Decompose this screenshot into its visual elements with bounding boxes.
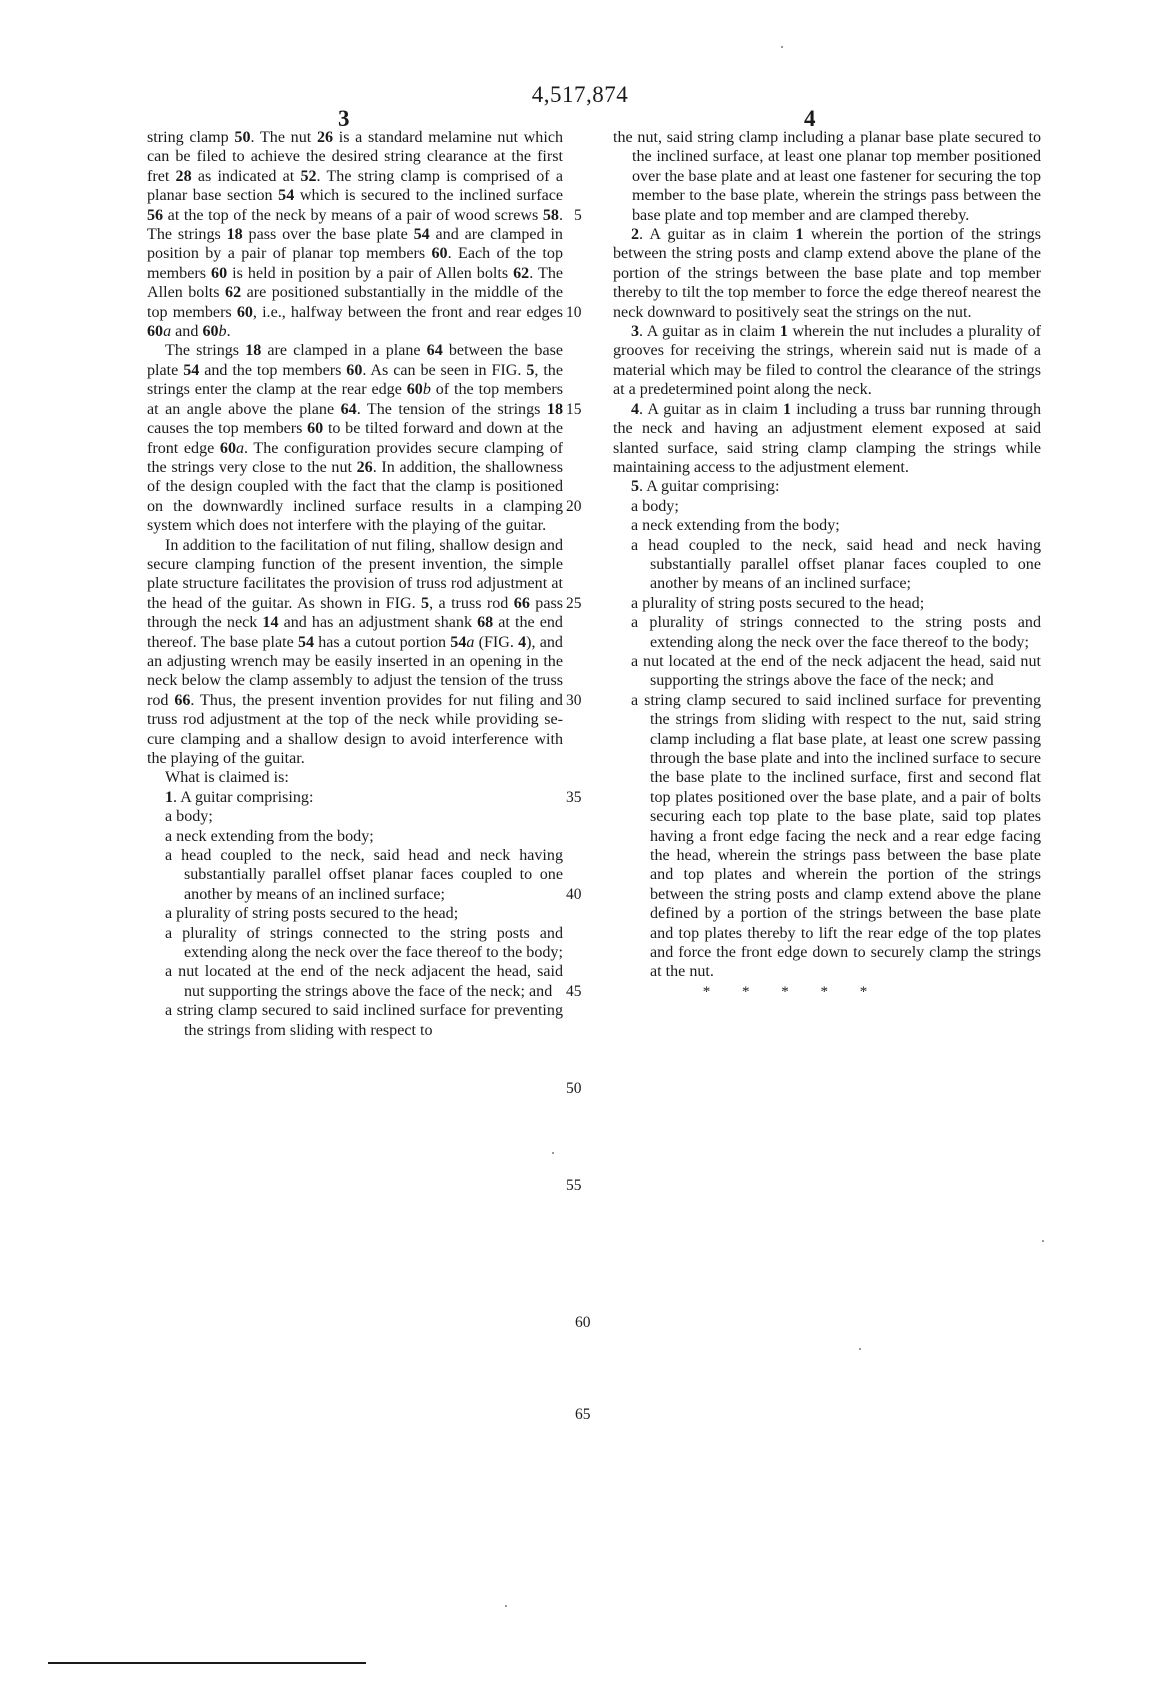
line-number: 10	[566, 303, 582, 321]
left-column-paragraph: In addition to the facilitation of nut filing, shallow design and secure clamping function of the present invention, the simple plate structure facilitates the provision of truss rod adjustment at the head of the guitar. As shown in FIG. 5, a truss rod 66 pass through the neck 14 and has an adjustment shank 68 at the end thereof. The base plate 54 has a cutout portion 54a (FIG. 4), and an adjusting wrench may be easily inserted in an opening in the neck below the clamp assembly to adjust the tension of the truss rod 66. Thus, the present invention provides for nut filing and truss rod adjustment at the top of the neck while providing secure clamping and a shallow design to avoid interference with the playing of the guitar.	[147, 536, 563, 767]
right-column-paragraph: a string clamp secured to said inclined surface for preventing the strings from sliding with respect to the nut, said string clamp including a flat base plate, at least one screw passing through the base plate and into the inclined surface to secure the base plate to the inclined surface, first and second flat top plates positioned over the base plate, and a pair of bolts securing each top plate to the base plate, said top plates having a front edge facing the neck and a rear edge facing the head, wherein the strings pass between the base plate and top plates and wherein the portion of the strings between the string posts and clamp extend above the plane defined by a portion of the strings between the base plate and top plates thereby to lift the rear edge of the top plates and force the front edge down to securely clamp the strings at the nut.	[631, 691, 1041, 981]
line-number: 25	[566, 594, 582, 612]
left-column-paragraph: 1. A guitar comprising:	[165, 788, 314, 806]
line-number: 60	[575, 1314, 591, 1331]
left-column-paragraph: a string clamp secured to said inclined surface for preventing the strings from sliding with respect to	[165, 1002, 563, 1039]
right-column-paragraph: a neck extending from the body;	[631, 517, 840, 535]
right-column-paragraph: 5. A guitar comprising:	[631, 478, 780, 496]
line-number: 50	[566, 1079, 582, 1097]
left-column-paragraph: The strings 18 are clamped in a plane 64 between the base plate 54 and the top members 60. As can be seen in FIG. 5, the strings enter the clamp at the rear edge 60b of the top members at an angle above the plane 64. The tension of the strings 18 causes the top members 60 to be tilted forward and down at the front edge 60a. The configuration provides secure clamping of the strings very close to the nut 26. In addition, the shallowness of the design coupled with the fact that the clamp is positioned on the downwardly inclined surface results in a clamping system which does not interfere with the playing of the guitar.	[147, 342, 564, 535]
right-column-paragraph: * * * * *	[702, 983, 882, 1000]
right-column-number: 4	[804, 106, 816, 131]
left-column-paragraph: a body;	[165, 808, 213, 826]
line-number: 35	[566, 788, 582, 806]
line-number: 5	[574, 206, 582, 224]
right-column-paragraph: the nut, said string clamp including a planar base plate secured to the inclined surface, at least one planar top member positioned over the base plate and at least one fastener for securing the top member to the base plate, wherein the strings pass between the base plate and top member and are clamped thereby.	[613, 129, 1041, 224]
left-column-paragraph: a plurality of strings connected to the string posts and extending along the neck over the face thereof to the body;	[165, 924, 563, 962]
line-number: 45	[566, 982, 582, 1000]
line-number: 15	[566, 400, 582, 418]
scan-speck	[859, 1348, 861, 1350]
footer-rule	[48, 1662, 366, 1664]
right-text-column	[613, 128, 1041, 1002]
scan-speck	[1042, 1240, 1044, 1242]
left-column-paragraph: a nut located at the end of the neck adjacent the head, said nut supporting the strings above the face of the neck; and	[165, 963, 563, 1000]
right-column-paragraph: 2. A guitar as in claim 1 wherein the portion of the strings between the string posts and clamp extend above the plane of the portion of the strings between the base plate and top member thereby to tilt the top member to force the edge thereof nearest the neck downward to positively seat the strings on the nut.	[613, 226, 1041, 321]
scan-speck	[781, 46, 783, 48]
right-column-paragraph: 4. A guitar as in claim 1 including a truss bar running through the neck and having an adjustment element exposed at said slanted surface, said string clamp clamping the strings while maintaining access to the adjustment element.	[613, 400, 1041, 476]
line-number: 65	[575, 1406, 591, 1423]
left-column-paragraph: a neck extending from the body;	[165, 827, 374, 845]
left-column-number: 3	[338, 106, 350, 131]
scan-speck	[552, 1152, 554, 1154]
patent-number: 4,517,874	[531, 82, 629, 107]
right-column-paragraph: a plurality of string posts secured to the head;	[631, 594, 925, 612]
right-column-paragraph: 3. A guitar as in claim 1 wherein the nut includes a plurality of grooves for receiving the strings, wherein said nut is made of a material which may be filed to control the clearance of the strings at a predetermined point along the neck.	[613, 323, 1041, 399]
left-column-paragraph: a plurality of string posts secured to the head;	[165, 905, 459, 923]
scan-speck	[505, 1605, 507, 1607]
left-column-paragraph: What is claimed is:	[165, 769, 289, 787]
left-column-paragraph: string clamp 50. The nut 26 is a standard melamine nut which can be filed to achieve the desired string clearance at the first fret 28 as indicated at 52. The string clamp is comprised of a planar base section 54 which is secured to the inclined surface 56 at the top of the neck by means of a pair of wood screws 58. The strings 18 pass over the base plate 54 and are clamped in position by a pair of planar top members 60. Each of the top members 60 is held in position by a pair of Allen bolts 62. The Allen bolts 62 are positioned substantially in the middle of the top members 60, i.e., halfway between the front and rear edges 60a and 60b.	[147, 129, 564, 341]
line-number: 55	[566, 1176, 582, 1194]
right-column-paragraph: a plurality of strings connected to the string posts and extending along the neck over the face thereof to the body;	[631, 614, 1041, 651]
line-number: 40	[566, 885, 582, 903]
line-number: 30	[566, 691, 582, 709]
right-column-paragraph: a head coupled to the neck, said head and neck having substantially parallel offset planar faces coupled to one another by means of an inclined surface;	[631, 536, 1041, 593]
right-column-paragraph: a body;	[631, 497, 679, 515]
line-number: 20	[566, 497, 582, 515]
right-column-paragraph: a nut located at the end of the neck adjacent the head, said nut supporting the strings above the face of the neck; and	[631, 652, 1041, 690]
left-column-paragraph: a head coupled to the neck, said head and neck having substantially parallel offset planar faces coupled to one another by means of an inclined surface;	[165, 847, 563, 903]
left-text-column	[147, 128, 563, 1040]
